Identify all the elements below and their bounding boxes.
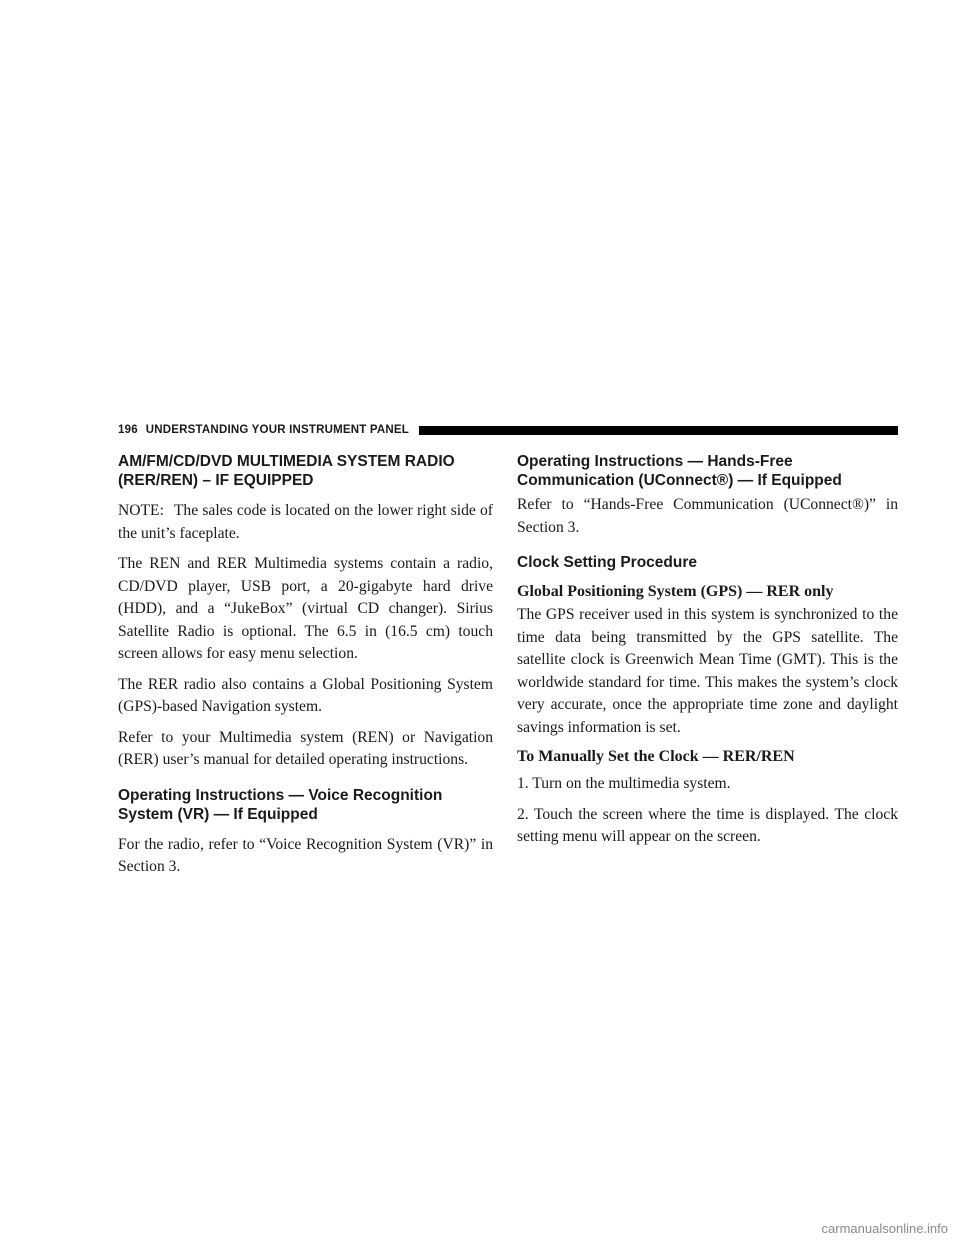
- paragraph-refer-manual: Refer to your Multimedia system (REN) or Navigation (RER) user’s manual for detailed operating instructions.: [118, 728, 493, 768]
- left-column: [118, 452, 493, 887]
- subheading-gps: Global Positioning System (GPS) — RER only: [517, 583, 834, 600]
- running-head: UNDERSTANDING YOUR INSTRUMENT PANEL: [145, 424, 409, 436]
- section-heading-hands-free: Operating Instructions — Hands-Free Communication (UConnect®) — If Equipped: [517, 453, 842, 489]
- watermark: carmanualsonline.info: [821, 1221, 948, 1236]
- header-rule: [419, 426, 898, 435]
- note-paragraph: [118, 500, 493, 545]
- note-text: The sales code is located on the lower right side of the unit’s faceplate.: [118, 502, 493, 542]
- step-2: 2. Touch the screen where the time is displayed. The clock setting menu will appear on the screen.: [517, 805, 898, 845]
- paragraph-hands-free: Refer to “Hands-Free Communication (UConnect®)” in Section 3.: [517, 496, 898, 536]
- paragraph-systems-overview: The REN and RER Multimedia systems contain a radio, CD/DVD player, USB port, a 20-gigabyte hard drive (HDD), and a “JukeBox” (virtual CD changer). Sirius Satellite Radio is optional. The 6.5 in (16.5 cm) touch screen allows for easy menu selection.: [118, 555, 493, 662]
- section-heading-voice-recognition: Operating Instructions — Voice Recognition System (VR) — If Equipped: [118, 786, 443, 823]
- note-label: NOTE:: [118, 502, 164, 519]
- right-column: [517, 452, 898, 857]
- step-1: 1. Turn on the multimedia system.: [517, 775, 731, 792]
- paragraph-gps: The GPS receiver used in this system is synchronized to the time data being transmitted by the GPS satellite. The satellite clock is Greenwich Mean Time (GMT). This is the worldwide standard for time. This makes the system’s clock very accurate, once the appropriate time zone and daylight savings information is set.: [517, 606, 898, 736]
- subheading-manual-clock: To Manually Set the Clock — RER/REN: [517, 748, 795, 765]
- paragraph-voice-recognition: For the radio, refer to “Voice Recognition System (VR)” in Section 3.: [118, 835, 493, 875]
- page-number: 196: [118, 424, 138, 436]
- paragraph-rer-navigation: The RER radio also contains a Global Positioning System (GPS)-based Navigation system.: [118, 675, 493, 715]
- section-heading-multimedia-radio: AM/FM/CD/DVD MULTIMEDIA SYSTEM RADIO (RER/REN) – IF EQUIPPED: [118, 453, 455, 489]
- page-header: [118, 421, 898, 439]
- section-heading-clock-setting: Clock Setting Procedure: [517, 554, 698, 571]
